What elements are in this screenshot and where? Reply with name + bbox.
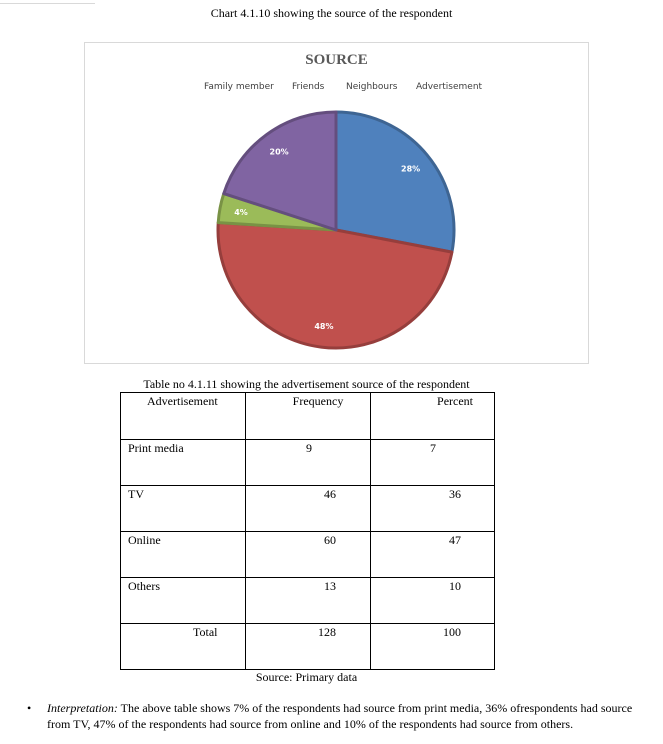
interpretation-label: Interpretation: — [47, 701, 118, 715]
percent-cell: 7 — [371, 440, 495, 486]
pie-chart — [84, 42, 589, 364]
chart-caption: Chart 4.1.10 showing the source of the respondent — [210, 6, 453, 20]
row-label-cell: TV — [121, 486, 246, 532]
top-rule — [0, 0, 95, 4]
header-cell: Advertisement — [121, 393, 246, 440]
data-label-family-member: 20% — [269, 147, 289, 157]
frequency-cell: 60 — [246, 532, 371, 578]
percent-cell: 10 — [371, 578, 495, 624]
row-label-cell: Others — [121, 578, 246, 624]
row-label-cell: Total — [121, 624, 246, 670]
table-row — [121, 486, 495, 532]
legend-entry-neighbours: Neighbours — [346, 82, 398, 92]
data-label-advertisement: 28% — [401, 164, 421, 174]
legend-entry-advertisement: Advertisement — [416, 82, 483, 92]
interpretation-paragraph — [47, 700, 653, 732]
table-source-note: Source: Primary data — [255, 670, 358, 684]
pie-plot — [85, 43, 588, 363]
table-total-row — [121, 624, 495, 670]
table-header-row — [121, 393, 495, 440]
frequency-cell: 9 — [246, 440, 371, 486]
row-label-cell: Print media — [121, 440, 246, 486]
advertisement-source-table — [120, 392, 495, 670]
chart-title: SOURCE — [305, 52, 368, 68]
percent-cell: 47 — [371, 532, 495, 578]
percent-cell: 36 — [371, 486, 495, 532]
table-caption: Table no 4.1.11 showing the advertisement source of the respondent — [143, 377, 470, 391]
data-label-friends: 4% — [234, 207, 248, 217]
table-row — [121, 532, 495, 578]
table-row — [121, 440, 495, 486]
frequency-cell: 128 — [246, 624, 371, 670]
table-row — [121, 578, 495, 624]
legend-entry-family-member: Family member — [204, 82, 274, 92]
data-label-neighbours: 48% — [314, 322, 334, 331]
pie-slice-advertisement — [336, 112, 454, 252]
row-label-cell: Online — [121, 532, 246, 578]
frequency-cell: 13 — [246, 578, 371, 624]
percent-cell: 100 — [371, 624, 495, 670]
legend-entry-friends: Friends — [292, 82, 325, 92]
header-cell: Percent — [371, 393, 495, 440]
interpretation-text: The above table shows 7% of the respondents had source from print media, 36% ofrespondents had source from TV, 47% of the respondents had source from online and 10% of the respondents had source from others. — [47, 701, 633, 731]
frequency-cell: 46 — [246, 486, 371, 532]
bullet-point: • — [27, 701, 32, 715]
header-cell: Frequency — [246, 393, 371, 440]
